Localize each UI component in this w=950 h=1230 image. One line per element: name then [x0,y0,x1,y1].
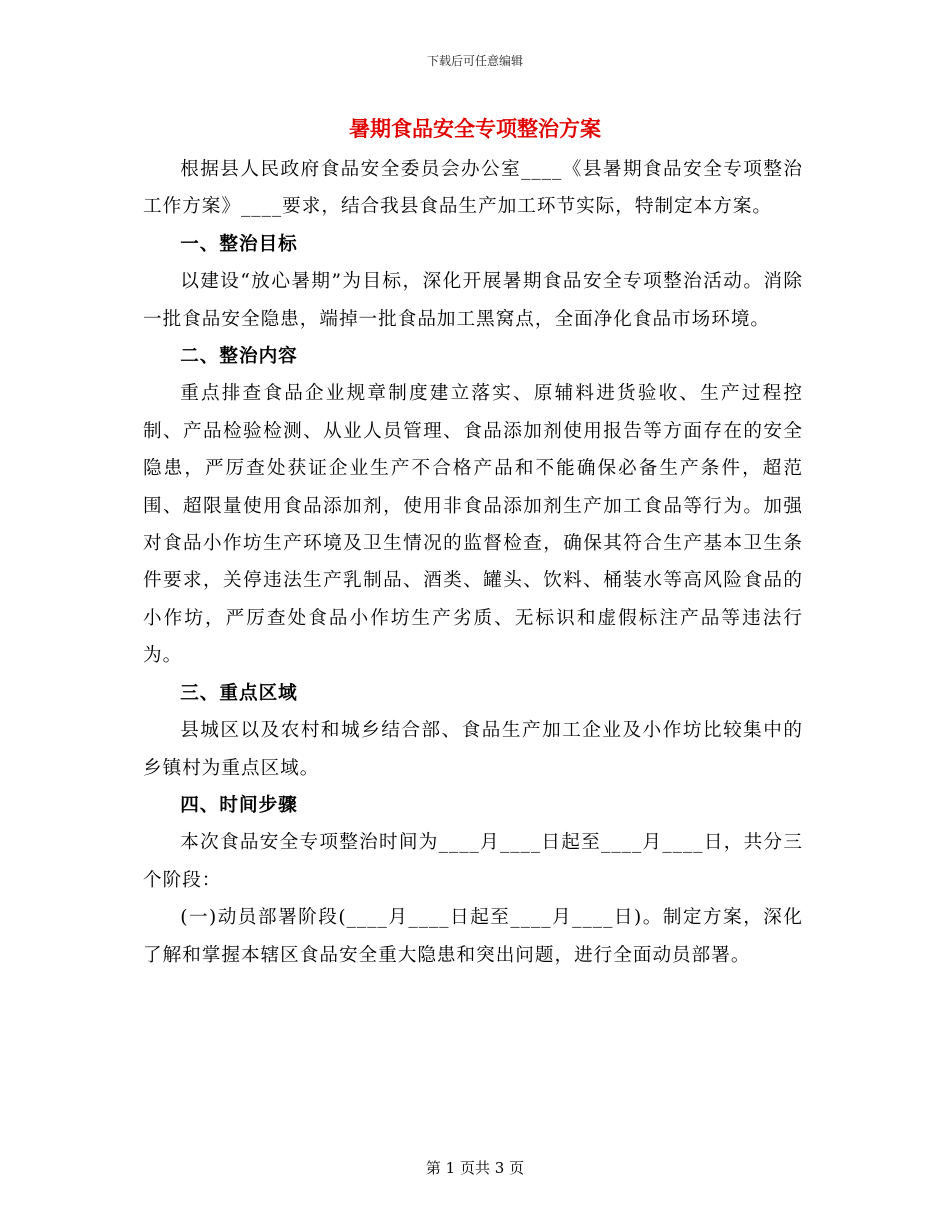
page-footer: 第 1 页共 3 页 [425,1159,525,1177]
section-heading-content: 二、整治内容 [180,346,298,368]
section-heading-goals: 一、整治目标 [180,233,298,255]
document-title: 暑期食品安全专项整治方案 [349,116,601,141]
content-paragraph: 重点排查食品企业规章制度建立落实、原辅料进货验收、生产过程控制、产品检验检测、从业人员管理、食品添加剂使用报告等方面存在的安全隐患，严厉查处获证企业生产不合格产品和不能确保必备生产条件，超范围、超限量使用食品添加剂，使用非食品添加剂生产加工食品等行为。加强对食品小作坊生产环境及卫生情况的监督检查，确保其符合生产基本卫生条件要求，关停违法生产乳制品、酒类、罐头、饮料、桶装水等高风险食品的小作坊，严厉查处食品小作坊生产劣质、无标识和虚假标注产品等违法行为。 [143,383,803,667]
areas-paragraph: 县城区以及农村和城乡结合部、食品生产加工企业及小作坊比较集中的乡镇村为重点区域。 [143,720,803,779]
page-header: 下载后可任意编辑 [426,54,523,68]
goals-paragraph: 以建设“放心暑期”为目标，深化开展暑期食品安全专项整治活动。消除一批食品安全隐患，端掉一批食品加工黑窝点，全面净化食品市场环境。 [143,271,803,330]
section-heading-areas: 三、重点区域 [180,682,298,704]
intro-paragraph: 根据县人民政府食品安全委员会办公室____《县暑期食品安全专项整治工作方案》____要求，结合我县食品生产加工环节实际，特制定本方案。 [143,159,803,218]
section-heading-schedule: 四、时间步骤 [180,794,298,816]
document-body [143,151,803,974]
phase-one-paragraph: (一)动员部署阶段(____月____日起至____月____日)。制定方案，深化了解和掌握本辖区食品安全重大隐患和突出问题，进行全面动员部署。 [143,907,803,966]
schedule-paragraph: 本次食品安全专项整治时间为____月____日起至____月____日，共分三个阶段： [143,832,803,891]
